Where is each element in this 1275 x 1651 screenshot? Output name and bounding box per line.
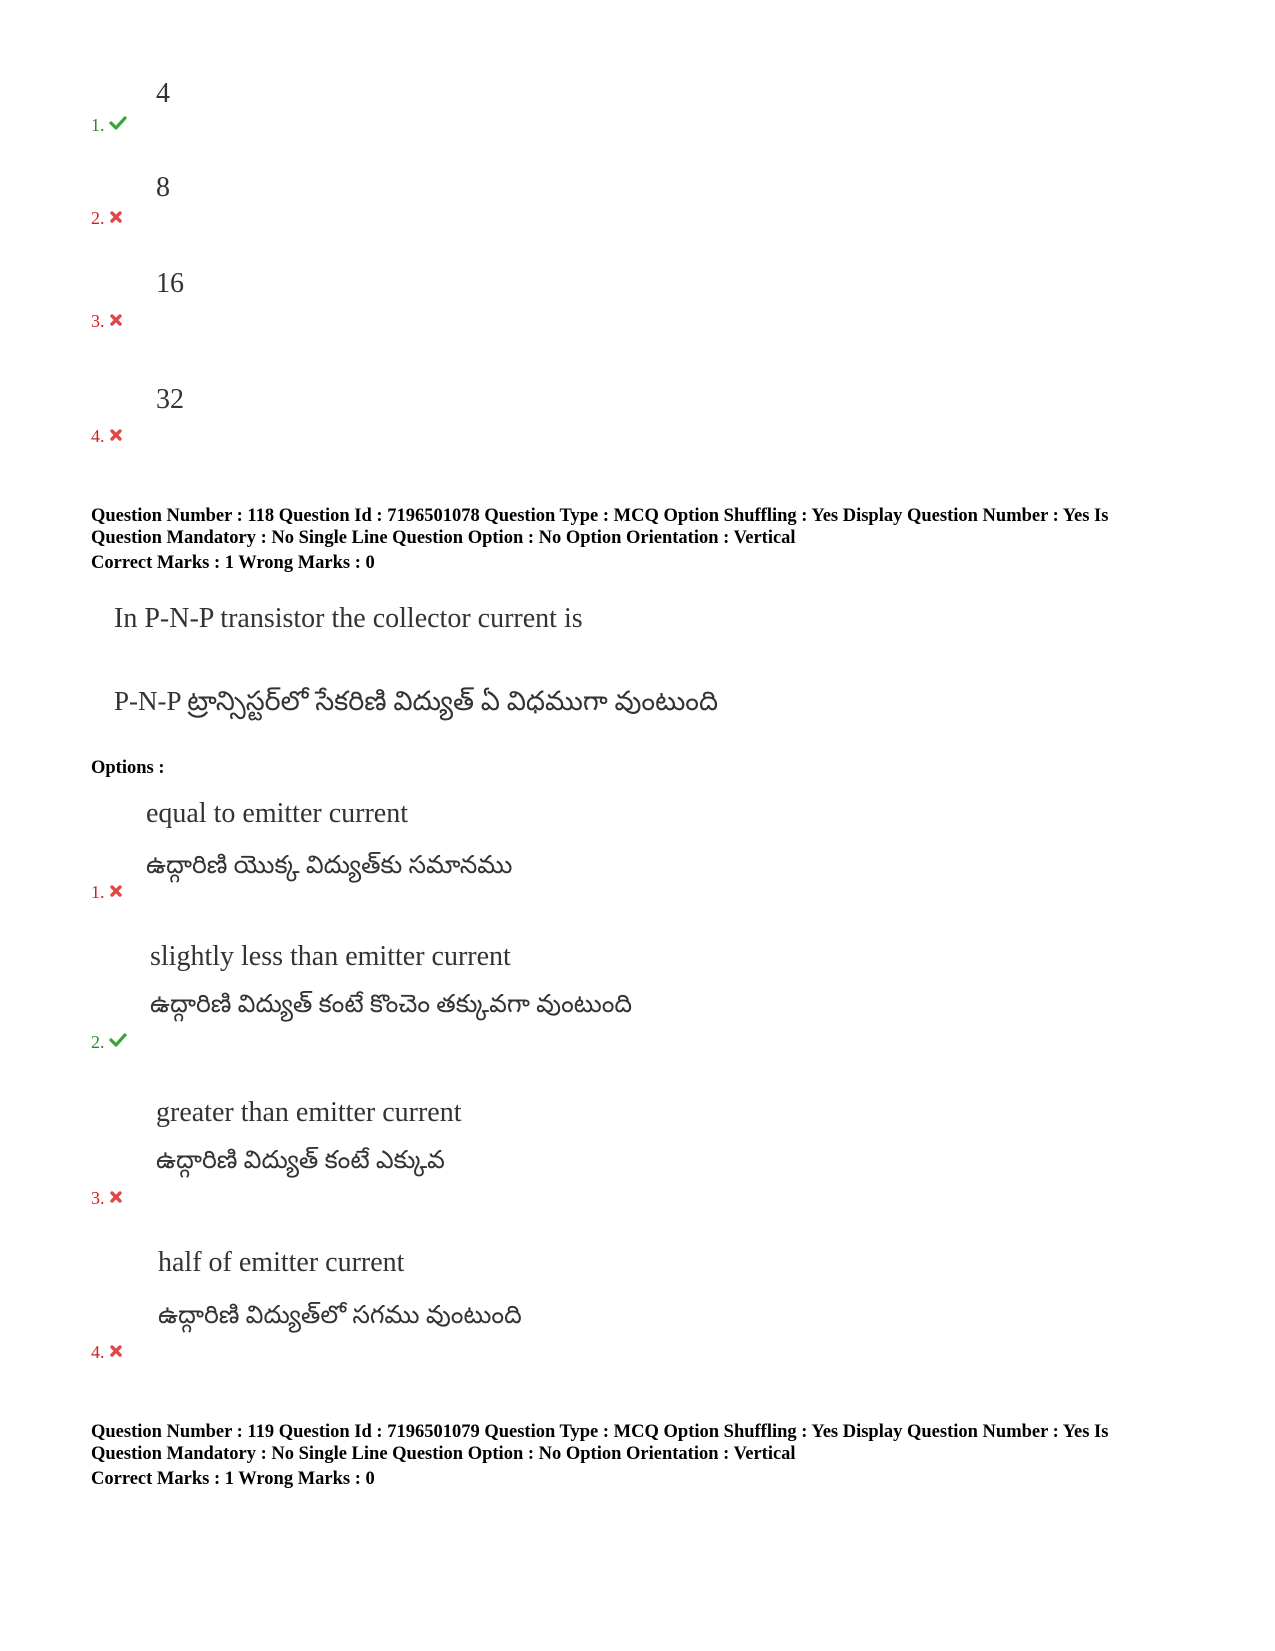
option-text-telugu: ఉద్గారిణి యొక్క విద్యుత్‌కు సమానము (146, 852, 513, 879)
check-icon (109, 1032, 127, 1048)
option-number: 1. (91, 115, 127, 135)
question-text-english: In P-N-P transistor the collector current is (114, 603, 583, 634)
cross-icon (109, 210, 123, 224)
meta-line: Question Number : 119 Question Id : 7196501079 Question Type : MCQ Option Shuffling : Yes Display Question Number : Yes Is (91, 1422, 1109, 1442)
option-number: 1. (91, 882, 123, 902)
option-text-telugu: ఉద్గారిణి విద్యుత్ కంటే కొంచెం తక్కువగా వుంటుంది (150, 991, 633, 1018)
question-meta (91, 1421, 1201, 1465)
option-text-english: half of emitter current (158, 1247, 405, 1278)
question-marks: Correct Marks : 1 Wrong Marks : 0 (91, 1469, 375, 1489)
question-marks: Correct Marks : 1 Wrong Marks : 0 (91, 553, 375, 573)
question-meta (91, 505, 1201, 549)
option-value: 8 (156, 172, 170, 203)
option-number: 2. (91, 208, 123, 228)
cross-icon (109, 313, 123, 327)
option-text-english: equal to emitter current (146, 798, 408, 829)
option-text-english: greater than emitter current (156, 1097, 462, 1128)
option-number: 3. (91, 1188, 123, 1208)
option-text-telugu: ఉద్గారిణి విద్యుత్ కంటే ఎక్కువ (156, 1147, 445, 1174)
option-number: 2. (91, 1032, 127, 1052)
check-icon (109, 115, 127, 131)
option-number: 3. (91, 311, 123, 331)
cross-icon (109, 428, 123, 442)
option-number: 4. (91, 426, 123, 446)
option-value: 16 (156, 268, 184, 299)
question-text-telugu: P-N-P ట్రాన్సిస్టర్‌లో సేకరిణి విద్యుత్ ఏ విధముగా వుంటుంది (114, 686, 719, 716)
option-value: 32 (156, 384, 184, 415)
meta-line: Question Number : 118 Question Id : 7196501078 Question Type : MCQ Option Shuffling : Yes Display Question Number : Yes Is (91, 506, 1109, 526)
cross-icon (109, 1190, 123, 1204)
option-text-english: slightly less than emitter current (150, 941, 511, 972)
cross-icon (109, 1344, 123, 1358)
meta-line: Question Mandatory : No Single Line Question Option : No Option Orientation : Vertical (91, 528, 796, 548)
option-text-telugu: ఉద్గారిణి విద్యుత్‌లో సగము వుంటుంది (158, 1302, 522, 1329)
options-label: Options : (91, 758, 165, 778)
option-number: 4. (91, 1342, 123, 1362)
option-value: 4 (156, 78, 170, 109)
cross-icon (109, 884, 123, 898)
meta-line: Question Mandatory : No Single Line Question Option : No Option Orientation : Vertical (91, 1444, 796, 1464)
